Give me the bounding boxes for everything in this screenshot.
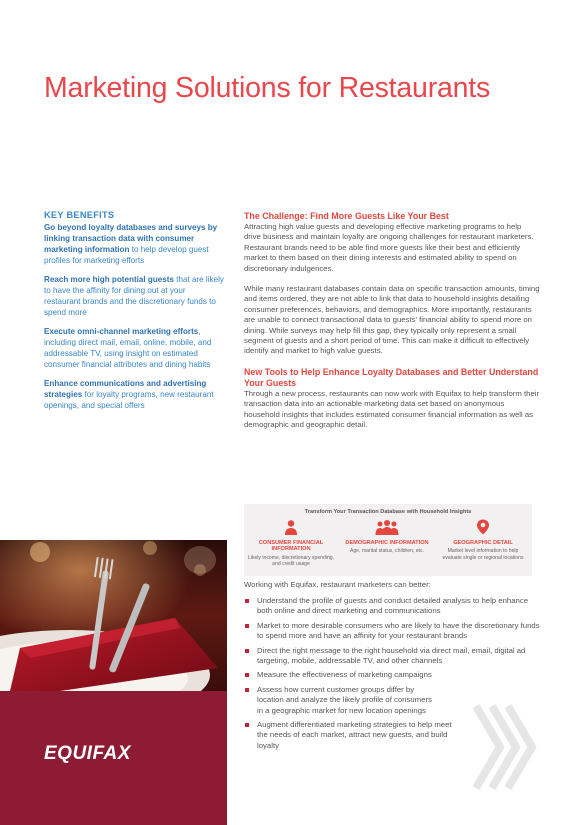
list-item-text: Direct the right message to the right household via direct mail, email, digital ad targeting, mobile, addressable TV, and other channels xyxy=(257,645,526,666)
list-item xyxy=(244,685,437,716)
tools-heading: New Tools to Help Enhance Loyalty Databases and Better Understand Your Guests xyxy=(244,366,539,388)
main-content-column xyxy=(244,211,540,441)
benefit-bold: Go beyond loyalty databases and surveys by linking transaction data with consumer marketing information xyxy=(44,223,218,254)
challenge-paragraph: While many restaurant databases contain data on specific transaction amounts, timing and items ordered, they are not able to link that data to household insights detailing consumer preferences, behaviors, and demographics. More importantly, restaurants are unable to connect transactional data to guests' financial ability to spend more on dining. While surveys may help fill this gap, they typically only represent a small segment of guests and a short period of time. This can make it difficult to effectively identify and market to high value guests. xyxy=(244,284,540,356)
infobox-title: Transform Your Transaction Database with Household Insights xyxy=(304,509,472,515)
household-insights-infobox xyxy=(244,504,532,576)
page-title: Marketing Solutions for Restaurants xyxy=(44,72,491,104)
infobox-item-financial xyxy=(246,519,336,567)
key-benefits-heading: KEY BENEFITS xyxy=(44,210,115,220)
person-icon xyxy=(283,519,299,535)
equifax-logo: EQUIFAX xyxy=(44,743,131,764)
benefit-item xyxy=(44,378,224,411)
list-item-text: Measure the effectiveness of marketing campaigns xyxy=(257,670,432,680)
benefit-item xyxy=(44,326,224,370)
list-item xyxy=(244,670,544,680)
bullet-square-icon xyxy=(245,688,249,692)
tools-paragraph: Through a new process, restaurants can now work with Equifax to help transform their transaction data into an actionable marketing data set based on anonymous household insights that includes estimated consumer financial information as well as demographic and geographic detail. xyxy=(244,388,540,430)
list-item-text: Understand the profile of guests and conduct detailed analysis to help enhance both online and direct marketing and communications xyxy=(257,596,529,616)
list-item-text: Augment differentiated marketing strategies to help meet the needs of each market, attract new guests, and build loyalty xyxy=(257,720,452,750)
infobox-label: GEOGRAPHIC DETAIL xyxy=(453,540,513,546)
list-item xyxy=(244,621,544,642)
infobox-desc: Likely income, discretionary spending, and credit usage xyxy=(247,554,335,568)
infobox-label: CONSUMER FINANCIAL INFORMATION xyxy=(258,540,324,553)
list-item xyxy=(244,646,544,667)
benefit-text: to help develop guest profiles for marketing efforts xyxy=(44,245,209,265)
group-icon xyxy=(375,519,399,535)
infobox-desc: Market level information to help evaluate single or regional locations xyxy=(442,548,524,561)
list-item-text: Market to more desirable consumers who are likely to have the discretionary funds to spend more and have an affinity for your restaurant brands xyxy=(257,620,540,641)
benefit-bold: Enhance communications and advertising strategies xyxy=(44,379,207,399)
infobox-item-demographic xyxy=(342,519,432,555)
bullet-square-icon xyxy=(245,673,249,677)
benefit-item xyxy=(44,274,224,318)
benefit-bold: Reach more high potential guests xyxy=(44,275,174,284)
list-item-text: Assess how current customer groups differ by location and analyze the likely profile of consumers in a geographic market for new location openings xyxy=(257,684,432,715)
key-benefits-column xyxy=(44,210,224,419)
challenge-heading: The Challenge: Find More Guests Like Your Best xyxy=(244,211,449,221)
restaurant-table-photo xyxy=(0,540,227,691)
decorative-chevrons xyxy=(470,702,542,797)
benefit-bold: Execute omni-channel marketing efforts xyxy=(44,327,199,336)
benefit-item xyxy=(44,222,224,266)
benefit-text: , including direct mail, email, online, mobile, and addressable TV, using insight on estimated consumer financial attributes and dining habits xyxy=(44,327,212,369)
bullet-square-icon xyxy=(245,624,249,628)
infobox-item-geographic xyxy=(438,519,528,561)
challenge-paragraph: Attracting high value guests and developing effective marketing programs to help drive business and maintain loyalty are ongoing challenges for restaurant marketers. Restaurant brands need to be able find more guests like their best and efficiently market to them based on their dining interests and estimated ability to spend on discretionary indulgences. xyxy=(244,222,534,273)
list-item xyxy=(244,596,544,617)
infobox-label: DEMOGRAPHIC INFORMATION xyxy=(345,540,429,546)
benefit-text: for loyalty programs, new restaurant openings, and special offers xyxy=(44,390,214,410)
infobox-desc: Age, marital status, children, etc. xyxy=(350,548,424,555)
bullet-square-icon xyxy=(245,649,249,653)
working-intro: Working with Equifax, restaurant marketers can better: xyxy=(244,580,431,589)
location-pin-icon xyxy=(476,519,490,535)
benefit-text: that are likely to have the affinity for dining out at your restaurant brands and the discretionary funds to spend more xyxy=(44,275,224,317)
bullet-square-icon xyxy=(245,723,249,727)
bullet-square-icon xyxy=(245,599,249,603)
list-item xyxy=(244,720,457,751)
